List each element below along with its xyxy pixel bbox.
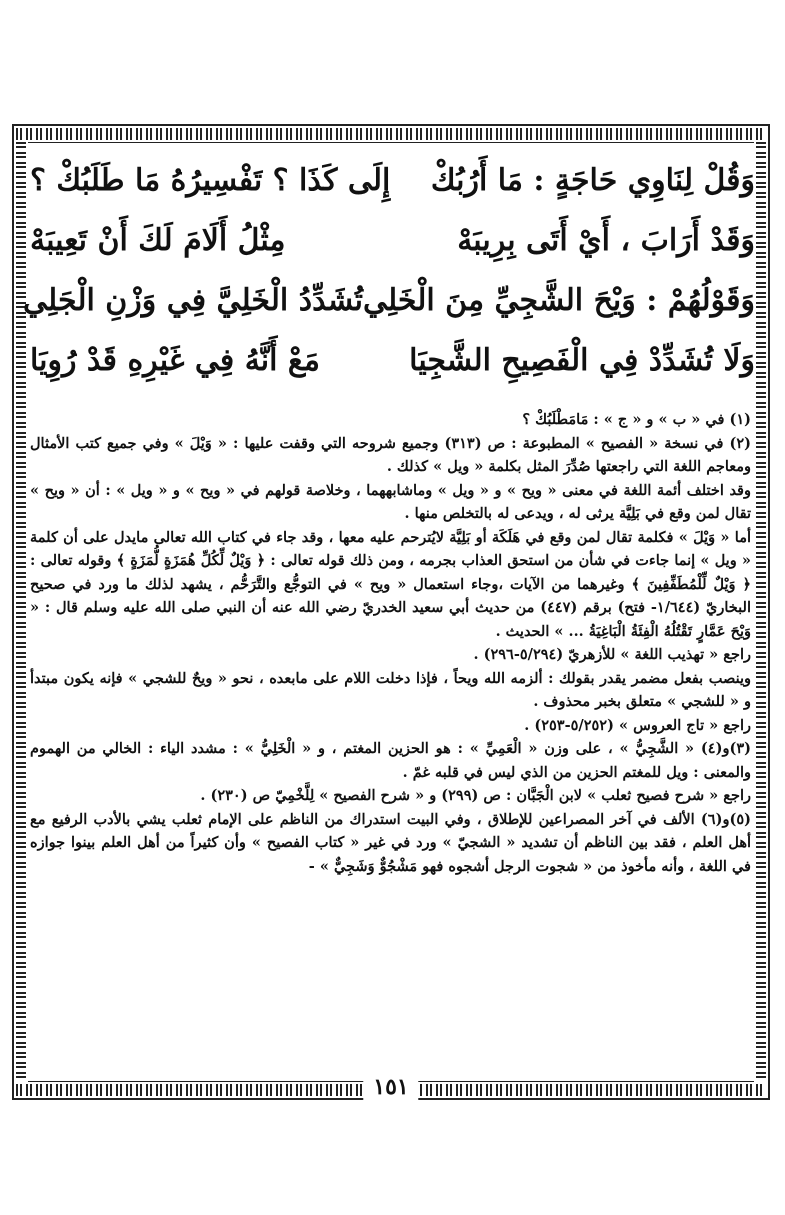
verse-left-hemistich: مِثْلُ أَلَامَ لَكَ أَنْ تَعِيبَهْ <box>30 222 286 258</box>
footnote: راجع « شرح فصيح ثعلب » لابن الْجَبَّان : ص (٢٩٩) و « شرح الفصيح » لِلَّخْمِيّ ص (٢٣٠) . <box>200 787 751 804</box>
border-ornament-right <box>756 142 766 1082</box>
footnotes <box>30 408 751 878</box>
verse-line <box>23 270 755 330</box>
verse-right-hemistich: وَقَوْلُهُمْ : وَيْحَ الشَّجِيِّ مِنَ الْخَلِي <box>362 282 755 318</box>
border-ornament-top <box>16 128 766 140</box>
verse-left-hemistich: مَعْ أَنَّهُ فِي غَيْرِهِ قَدْ رُوِيَا <box>30 342 320 378</box>
footnote: وقد اختلف أئمة اللغة في معنى « ويح » و « ويل » وماشابههما ، وخلاصة قولهم في « ويح » و « ويل » : أن « ويح » تقال لمن وقع في بَلِيَّة يرثى له ، ويدعى له بالتخلص منها . <box>30 481 751 522</box>
verse-left-hemistich: إِلَى كَذَا ؟ تَفْسِيرُهُ مَا طَلَبُكْ ؟ <box>30 162 391 198</box>
footnote: أما « وَيْلَ » فكلمة تقال لمن وقع في هَلَكَة أو بَلِيَّة لايُترحم عليه معها ، وقد جاء في كتاب الله تعالى مايدل على أن كلمة « ويل » إنما جاءت في شأن من استحق العذاب بجرمه ، ومن ذلك قوله تعالى : ﴿ وَيْلٌ لِّكُلِّ هُمَزَةٍ لُّمَزَةٍ ﴾ وقوله تعالى : ﴿ وَيْلٌ لِّلْمُطَفِّفِينَ ﴾ وغيرهما من الآيات ،وجاء استعمال « ويح » في التوجُّع والتَّرَحُّم ، يشهد لذلك ما ورد في صحيح البخاريّ (١/٦٤٤- فتح) برقم (٤٤٧) من حديث أبي سعيد الخدريّ رضي الله عنه أن النبي صلى الله عليه وسلم قال : « وَيْحَ عَمَّارٍ تَقْتُلُهُ الْفِئَةُ الْبَاغِيَةُ ... » الحديث . <box>30 528 751 640</box>
page-number: ١٥١ <box>363 1074 418 1100</box>
verse-right-hemistich: وَقَدْ أَرَابَ ، أَيْ أَتَى بِرِيبَهْ <box>457 222 755 258</box>
footnote: (٢) في نسخة « الفصيح » المطبوعة : ص (٣١٣) وجميع شروحه التي وقفت عليها : « وَيْلَ » وفي جميع كتب الأمثال ومعاجم اللغة التي راجعتها صُدِّرَ المثل بكلمة « ويل » كذلك . <box>30 434 751 475</box>
footnote: راجع « تاج العروس » (٥/٢٥٢-٢٥٣) . <box>524 716 751 734</box>
verse-right-hemistich: وَلَا تُشَدِّدْ فِي الْفَصِيحِ الشَّجِيَا <box>409 342 755 378</box>
verse-line <box>30 210 755 270</box>
footnote: وينصب بفعل مضمر يقدر بقولك : ألزمه الله ويحاً ، فإذا دخلت اللام على مابعده ، نحو « ويحٌ للشجي » فإنه يكون مبتدأ و « للشجي » متعلق بخبر محذوف . <box>30 669 751 710</box>
verse-line <box>30 330 755 390</box>
verse-left-hemistich: تُشَدِّدُ الْخَلِيَّ فِي وَزْنِ الْجَلِي <box>23 282 363 318</box>
inner-rule-top <box>28 142 754 143</box>
footnote: (٥)و(٦) الألف في آخر المصراعين للإطلاق ، وفي البيت استدراك من الناظم على الإمام ثعلب يشي بالأدب الرفيع مع أهل العلم ، فقد بين الناظم أن تشديد « الشجيّ » ورد في غير « كتاب الفصيح » وأن كثيراً من أهل العلم بينوا جوازه في اللغة ، وأنه مأخوذ من « شجوت الرجل أشجوه فهو مَشْجُوٌّ وَشَجِيٌّ » - <box>30 810 751 875</box>
footnote: (١) في « ب » و « ج » : مَامَطْلَبُكْ ؟ <box>522 411 751 428</box>
verse-right-hemistich: وَقُلْ لِنَاوِي حَاجَةٍ : مَا أَرُبُكْ <box>430 162 755 198</box>
footnote: (٣)و(٤) « الشَّجِيُّ » ، على وزن « الْعَمِيِّ » : هو الحزين المغتم ، و « الْخَلِيُّ » : مشدد الياء : الخالي من الهموم والمعنى : ويل للمغتم الحزين من الذي ليس في قلبه غمّ . <box>30 740 751 781</box>
poem-verses <box>23 150 755 390</box>
footnote: راجع « تهذيب اللغة » للأزهريّ (٥/٢٩٤-٢٩٦) . <box>473 646 751 663</box>
verse-line <box>30 150 755 210</box>
